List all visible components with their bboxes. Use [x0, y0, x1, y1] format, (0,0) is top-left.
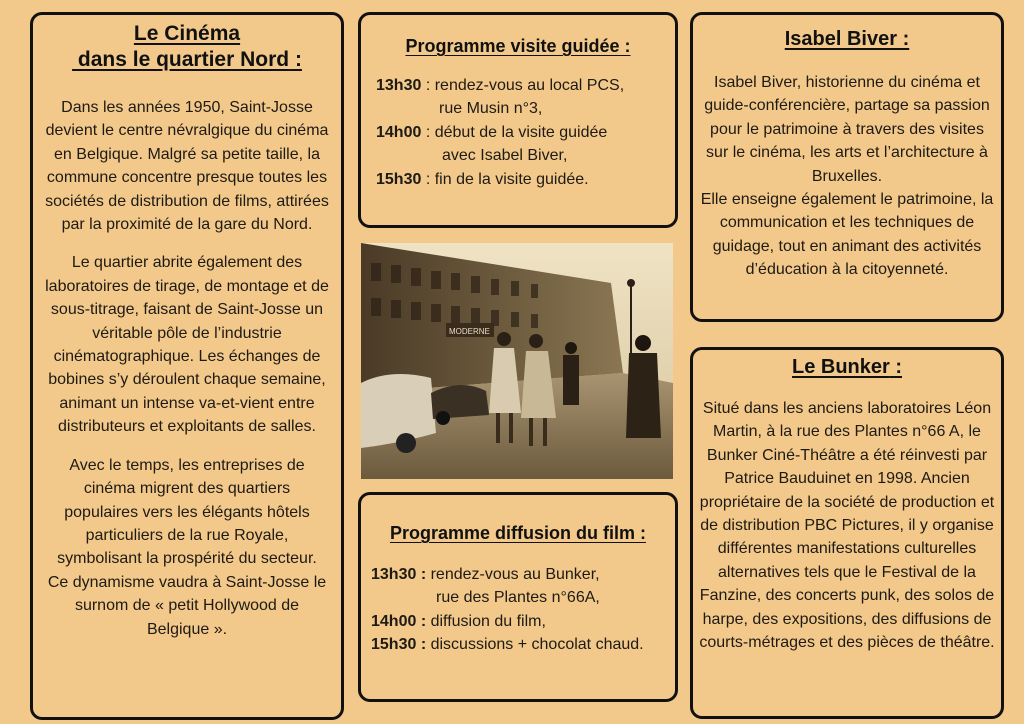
schedule-time: 14h00 [376, 123, 422, 141]
schedule-row [371, 563, 675, 610]
schedule-text-cont: rue des Plantes n°66A, [436, 589, 600, 607]
schedule-separator: : [421, 123, 435, 141]
schedule-time: 15h30 [376, 170, 422, 188]
bunker-panel [690, 347, 1004, 719]
isabel-bio-text-1: Isabel Biver, historienne du cinéma et guide-conférencière, partage sa passion pour le patrimoine à travers des visites sur le cinéma, les arts et l’architecture à Bruxelles. [704, 74, 990, 185]
street-scene-image [361, 243, 673, 479]
visite-schedule [361, 74, 675, 191]
isabel-title-colon: : [897, 28, 910, 50]
schedule-separator: : [421, 170, 435, 188]
bunker-title [693, 356, 1001, 379]
isabel-title [693, 28, 1001, 51]
schedule-separator: : [421, 77, 435, 94]
schedule-text: début de la visite guidée [434, 123, 608, 141]
schedule-text: fin de la visite guidée. [434, 170, 589, 188]
bunker-description: Situé dans les anciens laboratoires Léon Martin, à la rue des Plantes n°66 A, le Bunker Ciné-Théâtre a été réinvesti par Patrice Bauduinet en 1998. Ancien propriétaire de la société de production et de distribution PBC Pictures, il y organise différentes manifestations culturelles alternatives tels que le Festival de la Fanzine, des concerts punk, des solos de harpe, des expositions, des diffusions de courts-métrages et des pièces de théâtre. [699, 400, 995, 652]
schedule-text: discussions + chocolat chaud. [430, 636, 644, 654]
shop-sign-text: MODERNE [449, 327, 490, 336]
cinema-paragraph-3: Avec le temps, les entreprises de cinéma migrent des quartiers populaires vers les élégants hôtels particuliers de la rue Royale, symbolisant la prospérité du secteur. Ce dynamisme vaudra à Saint-Josse le surnom de « petit Hollywood de Belgique ». [47, 456, 327, 638]
schedule-row [371, 610, 675, 633]
schedule-row [376, 121, 675, 168]
schedule-text: diffusion du film, [430, 612, 546, 630]
cinema-title-line2: dans le quartier Nord [72, 48, 290, 71]
schedule-time: 15h30 : [371, 636, 427, 654]
schedule-row [376, 74, 675, 121]
schedule-text: rendez-vous au Bunker, [430, 566, 600, 583]
isabel-panel [690, 12, 1004, 322]
diffusion-title-colon: : [635, 523, 646, 543]
schedule-text-cont: avec Isabel Biver, [442, 147, 568, 165]
schedule-time: 13h30 : [371, 566, 427, 583]
cinema-panel [30, 12, 344, 720]
schedule-time: 14h00 : [371, 612, 427, 630]
bunker-title-text: Le Bunker [791, 356, 890, 378]
visite-title [361, 36, 675, 57]
cinema-title-colon: : [289, 48, 302, 71]
cinema-title-line1: Le Cinéma [133, 22, 241, 45]
diffusion-title-text: Programme diffusion du film [389, 523, 635, 543]
visite-title-text: Programme visite guidée [405, 36, 620, 56]
diffusion-title [361, 523, 675, 544]
isabel-bio-text-2: Elle enseigne également le patrimoine, la communication et les techniques de guidage, tout en animant des activités d’éducation à la citoyenneté. [700, 191, 994, 279]
cinema-paragraph-2: Le quartier abrite également des laboratoires de tirage, de montage et de sous-titrage, faisant de Saint-Josse un véritable pôle de l’industrie cinématographique. Les échanges de bobines s’y déroulent chaque semaine, animant un intense va-et-vient entre distributeurs et exploitants de salles. [45, 254, 329, 436]
diffusion-schedule [361, 563, 675, 657]
diffusion-panel [358, 492, 678, 702]
schedule-text: rendez-vous au local PCS, [434, 77, 625, 94]
street-photo [361, 243, 673, 479]
schedule-time: 13h30 [376, 77, 422, 94]
schedule-row [371, 633, 675, 656]
isabel-title-text: Isabel Biver [784, 28, 898, 50]
schedule-row [376, 168, 675, 191]
visite-title-colon: : [619, 36, 631, 56]
isabel-bio [693, 71, 1001, 282]
cinema-title [33, 21, 341, 73]
schedule-text-cont: rue Musin n°3, [439, 100, 543, 118]
cinema-paragraph-1: Dans les années 1950, Saint-Josse devient le centre névralgique du cinéma en Belgique. Malgré sa petite taille, la commune concentre presque toutes les sociétés de distribution de films, attirées par la proximité de la gare du Nord. [45, 99, 329, 234]
bunker-title-colon: : [889, 356, 903, 378]
visite-panel [358, 12, 678, 228]
